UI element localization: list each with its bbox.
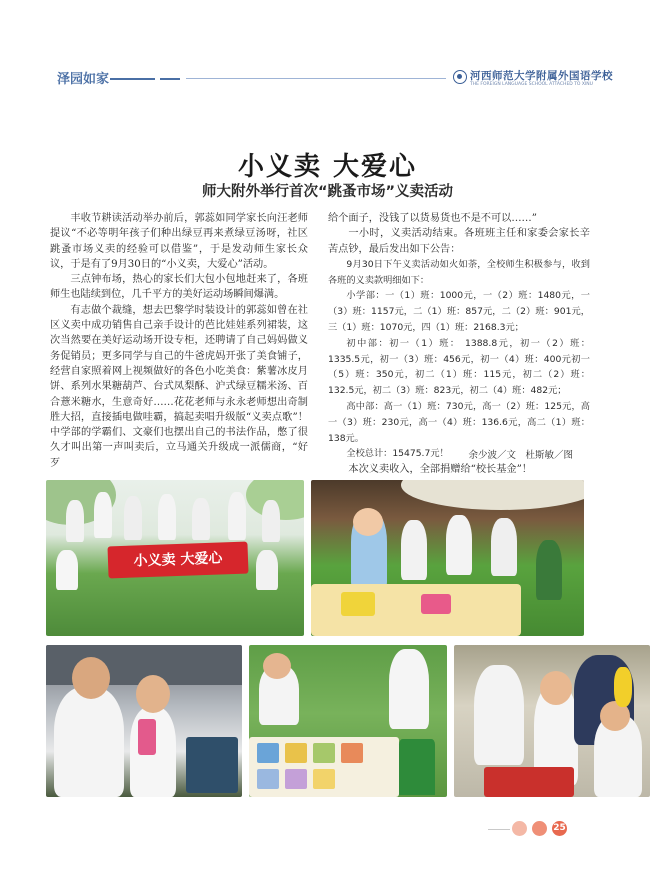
announcement-intro: 9月30日下午义卖活动如火如荼，全校师生积极参与，收到各班的义卖款明细如下： bbox=[328, 258, 590, 286]
decorative-dot bbox=[512, 821, 527, 836]
closing-line: 本次义卖收入，全部捐赠给“校长基金”！ bbox=[348, 464, 532, 476]
school-name: 河西师范大学附属外国语学校 bbox=[470, 70, 613, 82]
paragraph: 给个面子，没钱了以货易货也不是不可以……” bbox=[328, 213, 537, 224]
page-number: 25 bbox=[552, 821, 567, 836]
header-rule bbox=[186, 78, 446, 79]
header-rule bbox=[110, 78, 155, 80]
school-logo-icon bbox=[453, 70, 467, 84]
photo-group-with-banner bbox=[46, 480, 304, 636]
article-column-left bbox=[50, 211, 308, 471]
header-rule bbox=[160, 78, 180, 80]
article-subtitle: 师大附外举行首次“跳蚤市场”义卖活动 bbox=[201, 184, 454, 200]
article-title: 小义卖 大爱心 bbox=[237, 152, 418, 182]
photo-children-shopping bbox=[454, 645, 650, 797]
red-banner: 小义卖 大爱心 bbox=[107, 542, 248, 579]
announcement-primary: 小学部：一（1）班：1000元，一（2）班：1480元，一（3）班：1157元，二（1）班：857元，二（2）班：901元，三（1）班：1070元，四（1）班：2168.3元； bbox=[328, 290, 590, 334]
photo-teacher-and-student bbox=[46, 645, 242, 797]
announcement-total: 全校总计：15475.7元！ bbox=[346, 448, 449, 460]
article-column-right bbox=[328, 211, 590, 478]
announcement-middle: 初中部：初一（1）班： 1388.8元，初一（2）班：1335.5元，初一（3）班：456元，初一（4）班：400元初一（5）班：350元，初二（1）班：115元，初二（2）班：132.5元，初二（3）班：823元，初二（4）班：482元； bbox=[328, 337, 590, 397]
paragraph: 丰收节耕读活动举办前后，郭蕊如同学家长向汪老师提议“不必等明年孩子们种出绿豆再来煮绿豆汤呀，社区跳蚤市场义卖的经验可以借鉴”，于是发动师生家长众议，于是有了9月30日的“小义卖，大爱心”活动。 bbox=[50, 213, 308, 270]
school-name-english: THE FOREIGN LANGUAGE SCHOOL ATTACHED TO XINU bbox=[470, 82, 593, 87]
paragraph: 一小时，义卖活动结束。各班班主任和家委会家长辛苦点钞，最后发出如下公告： bbox=[328, 228, 590, 255]
decorative-dot bbox=[532, 821, 547, 836]
paragraph: 三点钟布场，热心的家长们大包小包地赶来了，各班师生也陆续到位，几千平方的美好运动场瞬间爆满。 bbox=[50, 274, 308, 301]
footer-rule bbox=[488, 829, 510, 830]
author-credit: 余少波／文 杜斯敏／图 bbox=[468, 450, 573, 461]
announcement-high: 高中部：高一（1）班：730元，高一（2）班：125元，高一（3）班：230元，高一（4）班：136.6元，高二（1）班：138元。 bbox=[328, 401, 590, 444]
section-title: 泽园如家 bbox=[57, 72, 110, 87]
paragraph: 有志做个裁缝，想去巴黎学时装设计的郭蕊如曾在社区义卖中成功销售自己亲手设计的芭比娃娃系列裙装，这次当然要在美好运动场开设专柜，还聘请了自己妈妈做义务促销员；更多同学与自己的牛爸虎妈开张了美食铺子，经营自家照着网上视频做好的各色小吃美食：紫薯冰皮月饼、系列水果糖葫芦、台式凤梨酥、沪式绿豆糯米汤、百合薏米糖水，生意奇好……花花老师与永永老师想出奇制胜大招，直接插电做哇霸，搞起卖唱升级版“义卖点歌”！中学部的学霸们、文豪们也摆出自己的书法作品，憋了很久才叫出第一声叫卖后，立马通关升级成一派儒商，“好歹 bbox=[50, 304, 308, 469]
photo-book-stall bbox=[249, 645, 447, 797]
photo-stall-children bbox=[311, 480, 584, 636]
